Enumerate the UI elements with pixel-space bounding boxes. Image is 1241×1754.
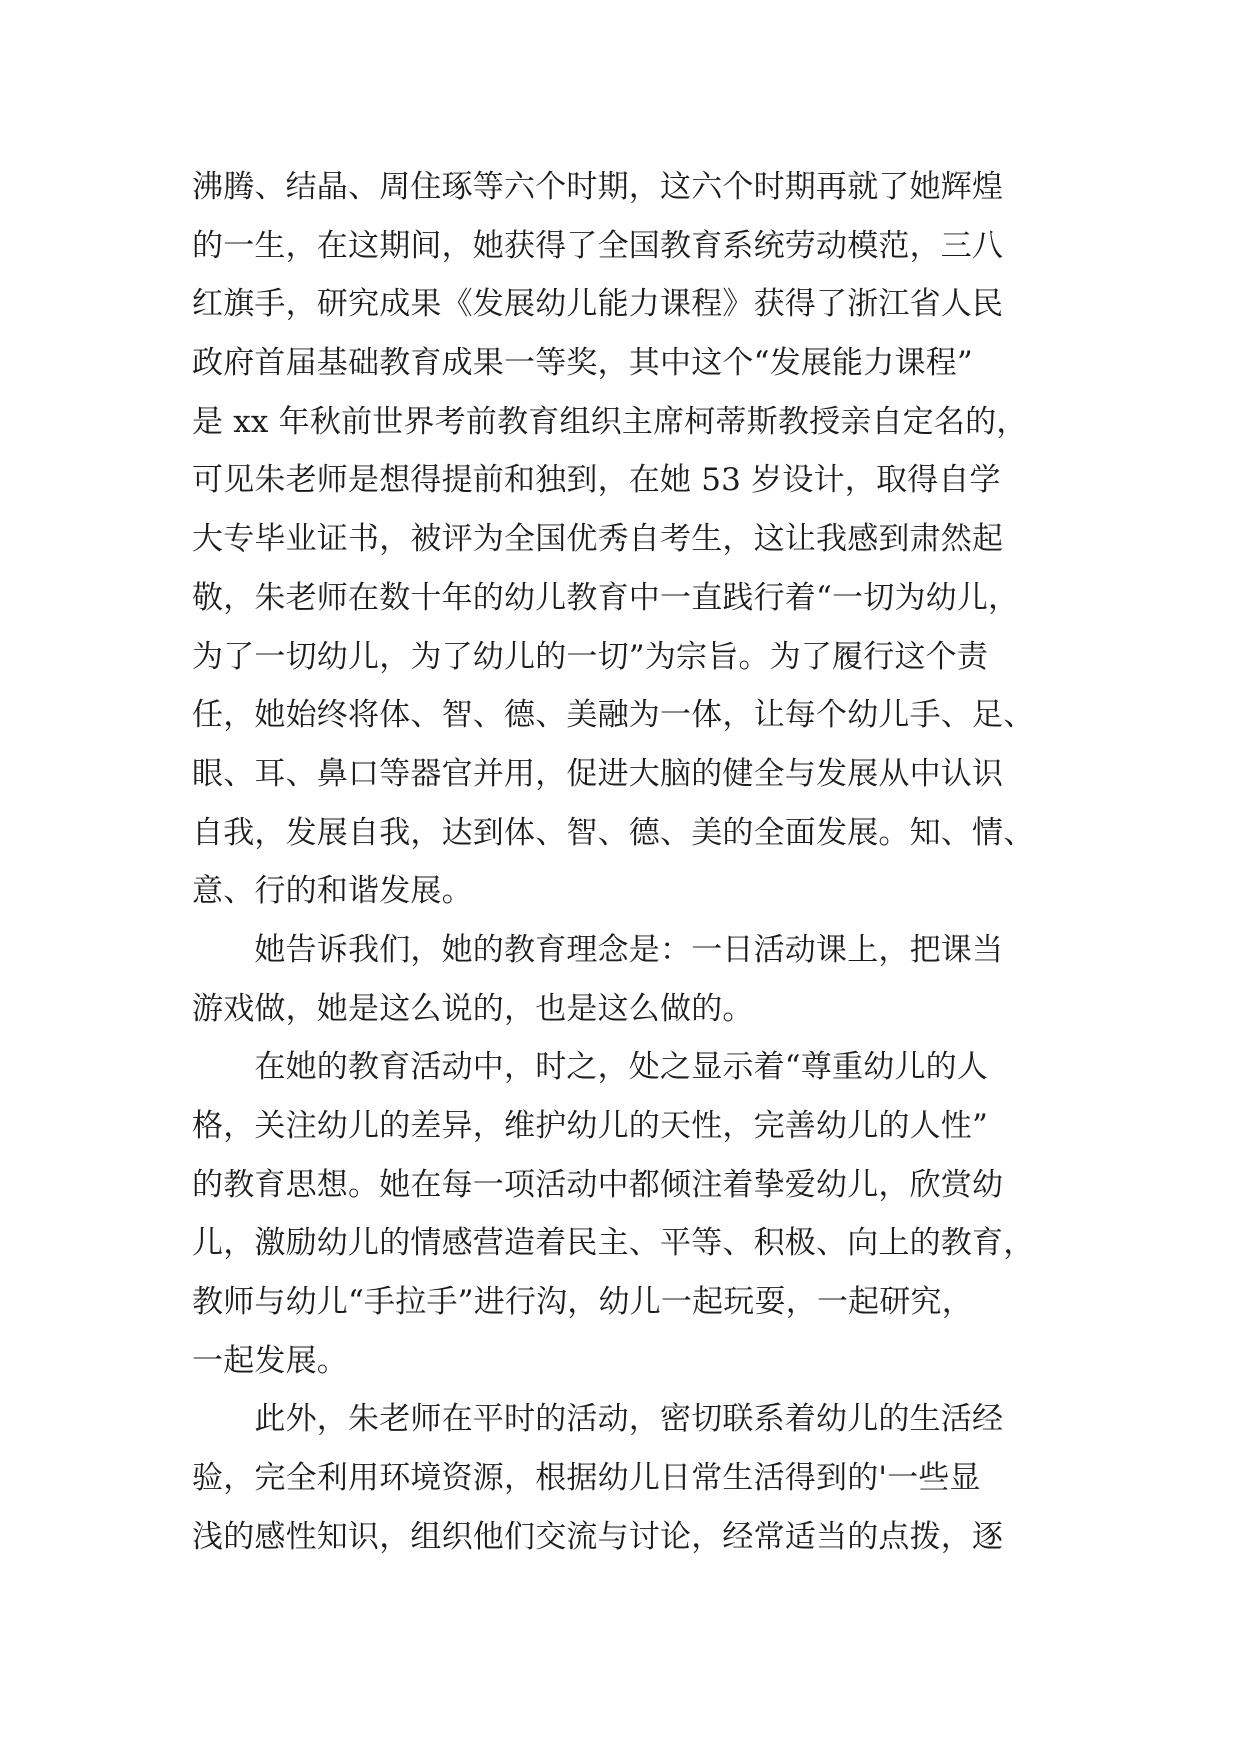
text-line: 儿，激励幼儿的情感营造着民主、平等、积极、向上的教育， (192, 1225, 1035, 1262)
text-line: 教师与幼儿“手拉手”进行沟，幼儿一起玩耍，一起研究， (192, 1284, 973, 1321)
text-line: 为了一切幼儿，为了幼儿的一切”为宗旨。为了履行这个责 (192, 638, 989, 675)
paragraph-start-line: 在她的教育活动中，时之，处之显示着“尊重幼儿的人 (192, 1049, 989, 1086)
text-line: 浅的感性知识，组织他们交流与讨论，经常适当的点拨，逐 (192, 1518, 1004, 1555)
text-line: 任，她始终将体、智、德、美融为一体，让每个幼儿手、足、 (192, 697, 1035, 734)
text-line: 自我，发展自我，达到体、智、德、美的全面发展。知、情、 (192, 814, 1035, 851)
text-line: 是 xx 年秋前世界考前教育组织主席柯蒂斯教授亲自定名的， (192, 403, 1028, 440)
text-line: 敬，朱老师在数十年的幼儿教育中一直践行着“一切为幼儿， (192, 579, 1020, 616)
text-line: 格，关注幼儿的差异，维护幼儿的天性，完善幼儿的人性” (192, 1108, 989, 1144)
text-line: 意、行的和谐发展。 (192, 873, 473, 910)
text-line: 可见朱老师是想得提前和独到，在她 53 岁设计，取得自学 (192, 462, 1001, 499)
text-line: 沸腾、结晶、周住琢等六个时期，这六个时期再就了她辉煌 (192, 169, 1004, 205)
text-line: 大专毕业证书，被评为全国优秀自考生，这让我感到肃然起 (192, 521, 1004, 558)
text-line: 一起发展。 (192, 1342, 348, 1379)
text-line: 的一生，在这期间，她获得了全国教育系统劳动模范，三八 (192, 227, 1004, 264)
text-line: 红旗手，研究成果《发展幼儿能力课程》获得了浙江省人民 (192, 286, 1004, 323)
text-line: 游戏做，她是这么说的，也是这么做的。 (192, 990, 754, 1027)
text-line: 眼、耳、鼻口等器官并用，促进大脑的健全与发展从中认识 (192, 755, 1004, 792)
paragraph-start-line: 此外，朱老师在平时的活动，密切联系着幼儿的生活经 (192, 1401, 1004, 1438)
paragraph-start-line: 她告诉我们，她的教育理念是：一日活动课上，把课当 (192, 931, 1004, 968)
text-line: 政府首届基础教育成果一等奖，其中这个“发展能力课程” (192, 345, 973, 382)
text-line: 的教育思想。她在每一项活动中都倾注着挚爱幼儿，欣赏幼 (192, 1166, 1004, 1203)
text-line: 验，完全利用环境资源，根据幼儿日常生活得到的'一些显 (192, 1460, 981, 1497)
body-text (192, 158, 1072, 1567)
